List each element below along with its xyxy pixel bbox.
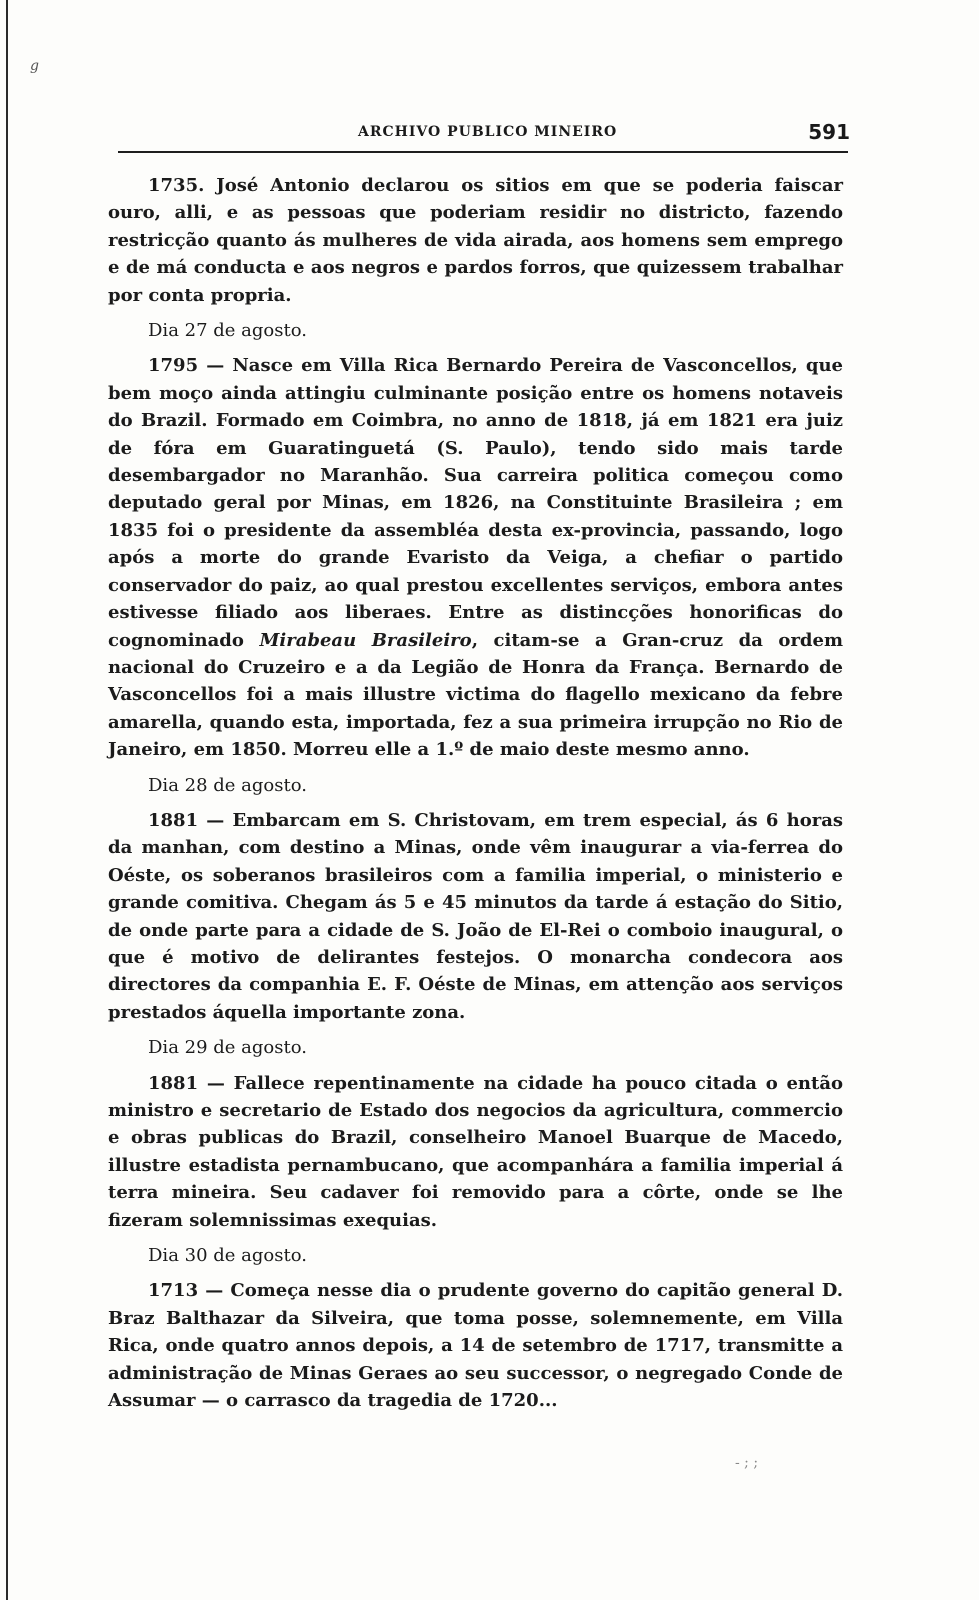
running-header [118,120,850,150]
page-number: 591 [808,120,850,144]
entry-1881-fallece: 1881 — Fallece repentinamente na cidade ha pouco citada o então ministro e secretario de Estado dos negocios da agricultura, commercio e obras publicas do Brazil, conselheiro Manoel Buarque de Macedo, illustre estadista pernambucano, que acompanhára a familia imperial á terra mineira. Seu cadaver foi removido para a côrte, onde se lhe fizeram solemnissimas exequias. [108,1072,843,1231]
corner-mark: g [30,58,39,74]
date-heading: Dia 30 de agosto. [148,1245,307,1267]
footer-mark: - ; ; [735,1455,759,1471]
page-body [108,172,843,1414]
date-heading: Dia 27 de agosto. [148,320,307,342]
cognomen: Mirabeau Brasileiro [259,629,472,651]
date-heading: Dia 28 de agosto. [148,774,307,796]
header-rule [118,151,848,153]
entry-1713: 1713 — Começa nesse dia o prudente governo do capitão general D. Braz Balthazar da Silveira, que toma posse, solemnemente, em Villa Rica, onde quatro annos depois, a 14 de setembro de 1717, transmitte a administração de Minas Geraes ao seu successor, o negregado Conde de Assumar — o carrasco da tragedia de 1720... [108,1280,843,1412]
page-edge-line [6,0,8,1600]
date-heading: Dia 29 de agosto. [148,1037,307,1059]
entry-1795: 1795 — Nasce em Villa Rica Bernardo Pereira de Vasconcellos, que bem moço ainda attingiu culminante posição entre os homens notaveis do Brazil. Formado em Coimbra, no anno de 1818, já em 1821 era juiz de fóra em Guaratinguetá (S. Paulo), tendo sido mais tarde desembargador no Maranhão. Sua carreira politica começou como deputado geral por Minas, em 1826, na Constituinte Brasileira ; em 1835 foi o presidente da assembléa desta ex-provincia, passando, logo após a morte do grande Evaristo da Veiga, a chefiar o partido conservador do paiz, ao qual prestou excellentes serviços, embora antes estivesse filiado aos liberaes. Entre as distincções honorificas do cognominado Mirabeau Brasileiro, citam-se a Gran-cruz da ordem nacional do Cruzeiro e a da Legião de Honra da França. Bernardo de Vasconcellos foi a mais illustre victima do flagello mexicano da febre amarella, quando esta, importada, fez a sua primeira irrupção no Rio de Janeiro, em 1850. Morreu elle a 1.º de maio deste mesmo anno. [108,355,844,761]
entry-1881-embarque: 1881 — Embarcam em S. Christovam, em trem especial, ás 6 horas da manhan, com destino a Minas, onde vêm inaugurar a via-ferrea do Oéste, os soberanos brasileiros com a familia imperial, o ministerio e grande comitiva. Chegam ás 5 e 45 minutos da tarde á estação do Sitio, de onde parte para a cidade de S. João de El-Rei o comboio inaugural, o que é motivo de delirantes festejos. O monarcha condecora aos directores da companhia E. F. Oéste de Minas, em attenção aos serviços prestados áquella importante zona. [108,809,843,1023]
entry-1735: 1735. José Antonio declarou os sitios em que se poderia faiscar ouro, alli, e as pessoas que poderiam residir no districto, fazendo restricção quanto ás mulheres de vida airada, aos homens sem emprego e de má conducta e aos negros e pardos forros, que quizessem trabalhar por conta propria. [108,175,843,306]
header-title: ARCHIVO PUBLICO MINEIRO [358,124,618,140]
